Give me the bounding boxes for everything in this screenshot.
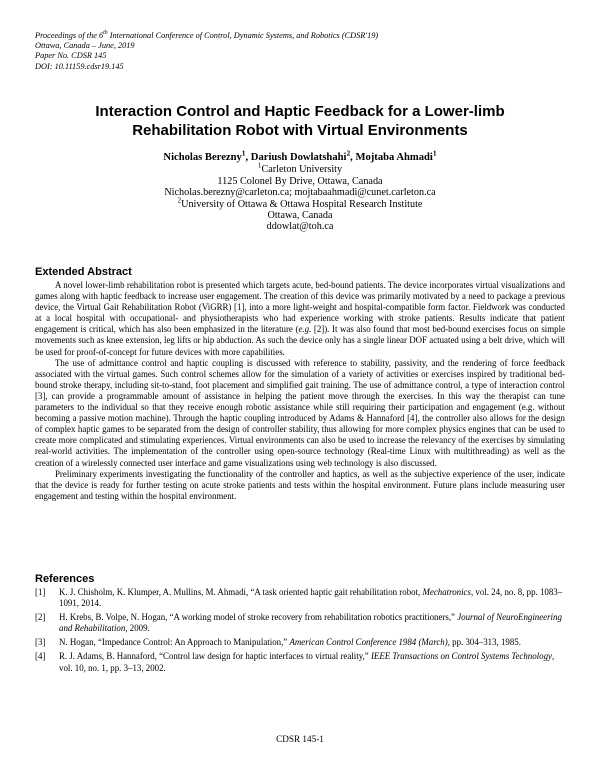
affiliation-1: $^1$Carleton University	[257, 162, 343, 176]
affiliation-1-address: 1125 Colonel By Drive, Ottawa, Canada	[217, 175, 383, 187]
reference-item: [4] R. J. Adams, B. Hannaford, “Control law design for haptic interfaces to virtual reality,” IEEE Transactions on Control Systems Technology, vol. 10, no. 1, pp. 3–13, 2002.	[35, 651, 555, 673]
proceedings-header	[35, 31, 378, 72]
header-line-3: Paper No. CDSR 145	[35, 51, 107, 61]
reference-item: [3] N. Hogan, “Impedance Control: An Approach to Manipulation,” American Control Conference 1984 (March), pp. 304–313, 1985.	[35, 637, 521, 648]
title-line-1: Interaction Control and Haptic Feedback for a Lower-limb	[95, 103, 505, 120]
affiliation-2-address: Ottawa, Canada	[267, 210, 333, 222]
page-footer: CDSR 145-1	[276, 734, 324, 744]
references-heading: References	[35, 573, 95, 585]
paper-title	[40, 102, 560, 140]
affiliation-2-email: ddowlat@toh.ca	[266, 221, 334, 233]
abstract-paragraph-2: The use of admittance control and haptic coupling is discussed with reference to stability, passivity, and the rendering of force feedback associated with the virtual games. Such control schemes allow for the simulation of a variety of activities or exercises inspired by traditional bed-bound stroke therapy, including sit-to-stand, foot placement and simplified gait training. The use of admittance control, a type of interaction control [3], can provide a programmable amount of assistance in helping the patient move through the exercises. In this way the therapist can tune parameters to the individual so that they receive enough robotic assistance while still requiring their participation and engagement (e.g. without becoming a passive motion machine). Through the haptic coupling introduced by Adams & Hannaford [4], the controller also allows for the design of complex haptic games to be separated from the design of controller stability, thus allowing for more complex physics engines that can be used to create more complicated and stimulating experiences. Virtual environments can also be used to increase the relevancy of the exercises by simulating real-world activities. The implementation of the controller using open-source technology (Real-time Linux with multithreading) as well as the creation of a wirelessly connected user interface and game visualizations using web technology is also discussed.	[35, 357, 565, 468]
author-block	[40, 148, 560, 233]
header-line-4: DOI: 10.11159.cdsr19.145	[35, 61, 124, 71]
title-line-2: Rehabilitation Robot with Virtual Environments	[132, 122, 468, 139]
references-list	[35, 587, 565, 677]
abstract-body	[35, 280, 565, 502]
author-names: Nicholas Berezny$^1$, Dariush Dowlatshahi$^2$, Mojtaba Ahmadi$^1$	[163, 148, 437, 163]
affiliation-2: $^2$University of Ottawa & Ottawa Hospital Research Institute	[177, 196, 423, 210]
reference-item: [2] H. Krebs, B. Volpe, N. Hogan, “A working model of stroke recovery from rehabilitation robotics practitioners,” Journal of NeuroEngineering and Rehabilitation, 2009.	[35, 612, 562, 634]
affiliation-1-emails: Nicholas.berezny@carleton.ca; mojtabaahmadi@cunet.carleton.ca	[164, 187, 436, 199]
reference-item: [1] K. J. Chisholm, K. Klumper, A. Mullins, M. Ahmadi, “A task oriented haptic gait rehabilitation robot, Mechatronics, vol. 24, no. 8, pp. 1083–1091, 2014.	[35, 587, 563, 609]
abstract-paragraph-3: Preliminary experiments investigating the functionality of the controller and haptics, as well as the subjective experience of the user, indicate that the device is ready for further testing on acute stroke patients and tests within the hospital environment. Future plans include measuring user engagement and testing within the hospital environment.	[35, 468, 565, 501]
abstract-heading: Extended Abstract	[35, 266, 132, 278]
abstract-paragraph-1: A novel lower-limb rehabilitation robot is presented which targets acute, bed-bound patients. The device incorporates virtual visualizations and games along with haptic feedback to increase user engagement. The creation of this device was primarily motivated by a need to package a previous device, the Virtual Gait Rehabilitation Robot (ViGRR) [1], into a more light-weight and hospital-compatible form factor. Fieldwork was conducted at a local hospital with occupational- and physiotherapists who had experience working with stroke patients. Results indicate that patient engagement is critical, which has also been emphasized in the literature (e.g. [2]). It was also found that most bed-bound exercises focus on simple movements such as knee extension, leg lifts or hip abduction. As such the device only has a single linear DOF actuated using a belt drive, which will be used for proof-of-concept for future devices with more capabilities.	[35, 280, 566, 357]
header-line-1: Proceedings of the 6th International Conference of Control, Dynamic Systems, and Robotics (CDSR'19)	[35, 30, 379, 40]
header-line-2: Ottawa, Canada – June, 2019	[35, 41, 135, 51]
